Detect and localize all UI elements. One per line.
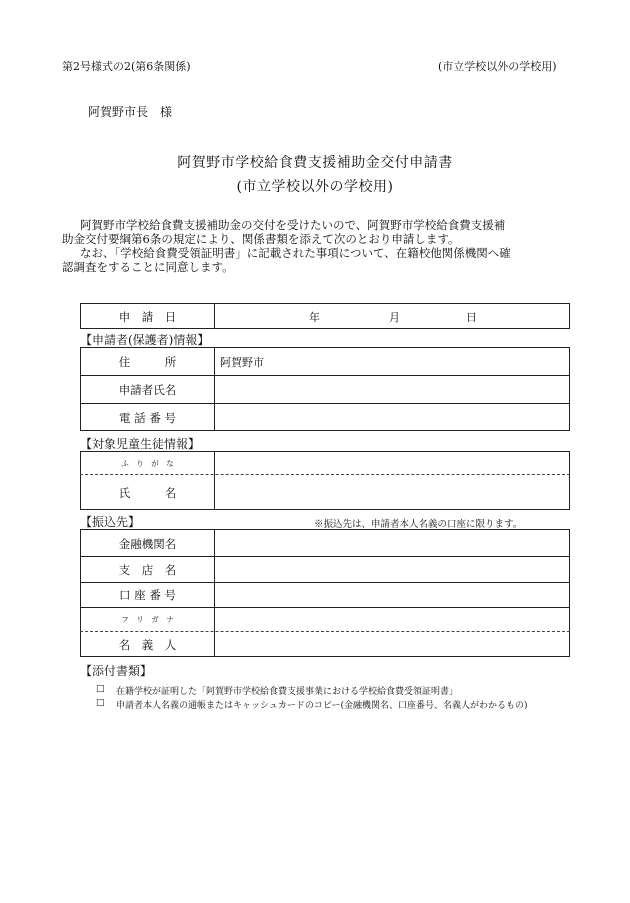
document-title: 阿賀野市学校給食費支援補助金交付申請書 (177, 155, 453, 171)
account-kana-label: フ リ ガ ナ (121, 615, 174, 624)
attachments-heading: 【添付書類】 (80, 664, 153, 678)
attachment-item-2: 申請者本人名義の通帳またはキャッシュカードのコピー(金融機関名、口座番号、名義人がわかるもの) (116, 701, 528, 711)
date-day-label: 日 (466, 311, 477, 324)
address-field[interactable]: 阿賀野市 (220, 356, 264, 369)
applicant-name-field[interactable] (216, 377, 568, 401)
form-scope: (市立学校以外の学校用) (438, 60, 557, 73)
student-heading: 【対象児童生徒情報】 (80, 437, 201, 451)
checkbox-icon[interactable]: □ (96, 684, 105, 694)
phone-label: 電 話 番 号 (119, 411, 176, 425)
application-date-label: 申 請 日 (118, 310, 177, 324)
address-label: 住 所 (118, 355, 177, 369)
checkbox-icon[interactable]: □ (96, 698, 105, 708)
student-name-field[interactable] (216, 477, 568, 508)
account-number-field[interactable] (216, 584, 568, 605)
document-subtitle: (市立学校以外の学校用) (236, 179, 394, 195)
account-number-label: 口 座 番 号 (119, 588, 176, 602)
date-month-label: 月 (389, 311, 400, 324)
intro-p2-line1: なお、「学校給食費受領証明書」に記載された事項について、在籍校他関係機関へ確 (80, 246, 511, 260)
bank-note: ※振込先は、申請者本人名義の口座に限ります。 (314, 519, 523, 530)
date-year-label: 年 (309, 311, 320, 324)
account-kana-field[interactable] (216, 609, 568, 629)
student-furigana-label: ふ り が な (121, 459, 174, 468)
student-name-label: 氏 名 (118, 486, 177, 500)
bank-heading: 【振込先】 (80, 515, 141, 529)
intro-p1-line1: 阿賀野市学校給食費支援補助金の交付を受けたいので、阿賀野市学校給食費支援補 (80, 218, 506, 232)
bank-institution-field[interactable] (216, 531, 568, 554)
bank-branch-label: 支 店 名 (118, 563, 177, 577)
intro-p2-line2: 認調査をすることに同意します。 (62, 260, 234, 274)
account-holder-field[interactable] (216, 633, 568, 655)
applicant-heading: 【申請者(保護者)情報】 (80, 333, 210, 347)
bank-institution-label: 金融機関名 (118, 537, 177, 551)
phone-field[interactable] (216, 405, 568, 429)
bank-branch-field[interactable] (216, 558, 568, 580)
applicant-name-label: 申請者氏名 (118, 383, 177, 397)
form-number: 第2号様式の2(第6条関係) (62, 60, 191, 73)
application-date-field[interactable] (230, 305, 560, 327)
addressee: 阿賀野市長 様 (88, 105, 173, 119)
student-furigana-field[interactable] (216, 453, 568, 472)
account-holder-label: 名 義 人 (118, 638, 177, 652)
intro-p1-line2: 助金交付要綱第6条の規定により、関係書類を添えて次のとおり申請します。 (62, 232, 460, 246)
attachment-item-1: 在籍学校が証明した「阿賀野市学校給食費支援事業における学校給食費受領証明書」 (116, 687, 459, 697)
